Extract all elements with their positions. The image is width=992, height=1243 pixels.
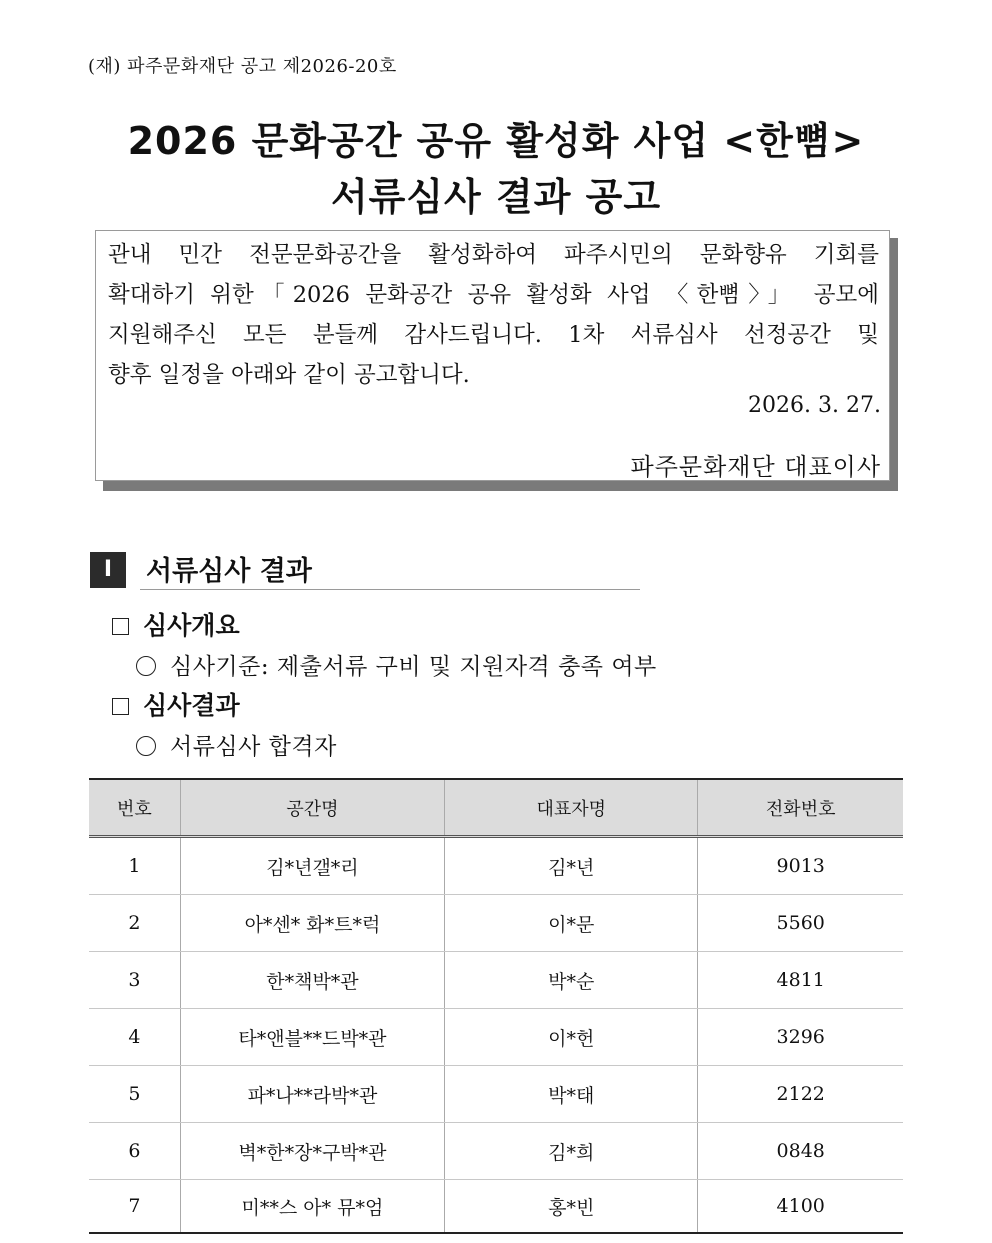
- cell-phone: 4811: [698, 952, 903, 1009]
- cell-number: 4: [89, 1009, 180, 1066]
- cell-phone: 4100: [698, 1180, 903, 1234]
- table-row: [89, 837, 903, 895]
- overview-heading-label: 심사개요: [143, 611, 240, 640]
- table-row: [89, 952, 903, 1009]
- notice-number: (재) 파주문화재단 공고 제2026-20호: [88, 56, 397, 77]
- cell-number: 3: [89, 952, 180, 1009]
- square-bullet-icon: [112, 618, 129, 635]
- cell-number: 1: [89, 837, 180, 895]
- result-heading-label: 심사결과: [143, 691, 240, 720]
- cell-space-name: 타*앤블**드박*관: [180, 1009, 444, 1066]
- table-row: [89, 1066, 903, 1123]
- cell-representative: 박*태: [445, 1066, 698, 1123]
- section-title: 서류심사 결과: [146, 556, 312, 587]
- section-number-badge: Ⅰ: [90, 552, 126, 588]
- table-header-row: [89, 779, 903, 837]
- section-divider: [140, 589, 640, 590]
- result-heading: [112, 686, 240, 722]
- cell-representative: 홍*빈: [445, 1180, 698, 1234]
- cell-phone: 9013: [698, 837, 903, 895]
- cell-representative: 김*희: [445, 1123, 698, 1180]
- cell-space-name: 김*년갤*리: [180, 837, 444, 895]
- table-row: [89, 1123, 903, 1180]
- cell-space-name: 벽*한*장*구박*관: [180, 1123, 444, 1180]
- table-row: [89, 1180, 903, 1234]
- page-subtitle: 서류심사 결과 공고: [330, 175, 662, 219]
- cell-space-name: 한*책박*관: [180, 952, 444, 1009]
- circle-bullet-icon: [136, 736, 156, 756]
- cell-representative: 김*년: [445, 837, 698, 895]
- intro-line: 향후 일정을 아래와 같이 공고합니다.: [108, 362, 470, 388]
- circle-bullet-icon: [136, 656, 156, 676]
- table-row: [89, 1009, 903, 1066]
- intro-line: 지원해주신 모든 분들께 감사드립니다. 1차 서류심사 선정공간 및: [108, 322, 879, 348]
- criteria-text: 심사기준: 제출서류 구비 및 지원자격 충족 여부: [170, 654, 657, 680]
- overview-heading: [112, 606, 240, 642]
- square-bullet-icon: [112, 698, 129, 715]
- cell-phone: 5560: [698, 895, 903, 952]
- cell-space-name: 미**스 아* 뮤*엄: [180, 1180, 444, 1234]
- passed-label: 서류심사 합격자: [170, 734, 337, 760]
- page-title: 2026 문화공간 공유 활성화 사업 <한뼘>: [127, 119, 865, 163]
- intro-date: 2026. 3. 27.: [748, 393, 881, 418]
- results-table: [89, 778, 903, 1234]
- intro-signature: 파주문화재단 대표이사: [630, 453, 881, 481]
- header-space-name: 공간명: [180, 779, 444, 837]
- intro-line: 관내 민간 전문문화공간을 활성화하여 파주시민의 문화향유 기회를: [108, 242, 879, 268]
- cell-representative: 박*순: [445, 952, 698, 1009]
- cell-space-name: 파*나**라박*관: [180, 1066, 444, 1123]
- cell-representative: 이*헌: [445, 1009, 698, 1066]
- intro-box: [95, 230, 890, 481]
- passed-item: [136, 728, 337, 761]
- intro-paragraph: [108, 235, 879, 395]
- header-representative: 대표자명: [445, 779, 698, 837]
- cell-space-name: 아*센* 화*트*럭: [180, 895, 444, 952]
- cell-representative: 이*문: [445, 895, 698, 952]
- cell-number: 5: [89, 1066, 180, 1123]
- cell-phone: 3296: [698, 1009, 903, 1066]
- cell-number: 7: [89, 1180, 180, 1234]
- intro-line: 확대하기 위한「2026 문화공간 공유 활성화 사업 〈한뼘〉」 공모에: [108, 282, 879, 308]
- header-number: 번호: [89, 779, 180, 837]
- cell-phone: 2122: [698, 1066, 903, 1123]
- header-phone: 전화번호: [698, 779, 903, 837]
- criteria-item: [136, 648, 657, 681]
- cell-number: 2: [89, 895, 180, 952]
- table-row: [89, 895, 903, 952]
- cell-number: 6: [89, 1123, 180, 1180]
- cell-phone: 0848: [698, 1123, 903, 1180]
